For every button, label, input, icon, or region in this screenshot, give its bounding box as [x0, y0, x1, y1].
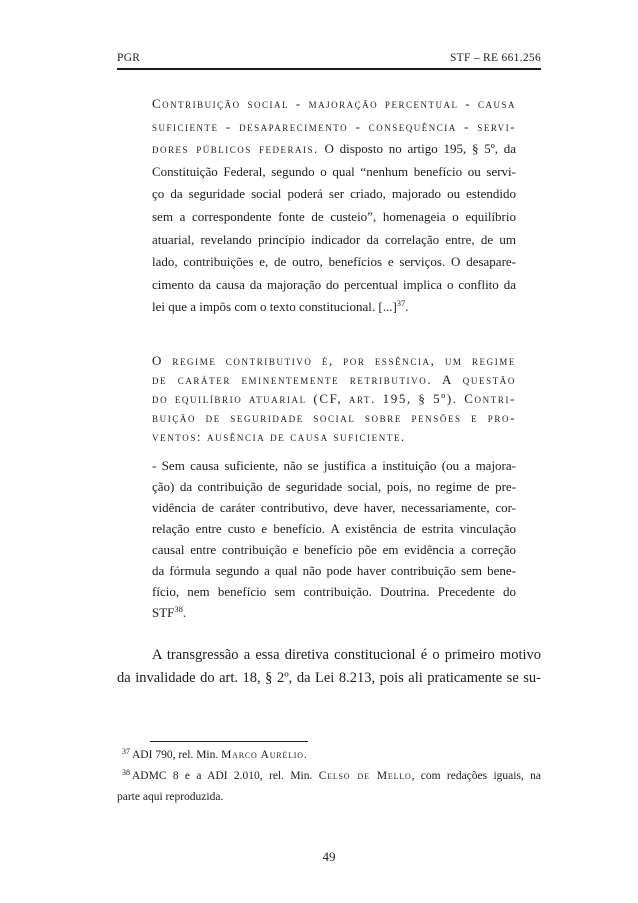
- quote2-heading-line-1: O regime contributivo é, por essência, um regime: [152, 353, 516, 368]
- footnote-reference-38: 38: [174, 604, 183, 614]
- quote1-last-punctuation: .: [405, 299, 409, 315]
- body-line-2: da invalidade do art. 18, § 2º, da Lei 8.213, pois ali praticamente se su-: [117, 670, 541, 686]
- footnote-37: [122, 748, 307, 762]
- quote2-line-8: [152, 605, 516, 621]
- quote2-line-1: - Sem causa suficiente, não se justifica a instituição (ou a majora-: [152, 458, 516, 473]
- body-line-1: A transgressão a essa diretiva constitucional é o primeiro motivo: [152, 647, 541, 663]
- header-left-label: PGR: [117, 52, 141, 64]
- quote2-last-text: STF: [152, 605, 175, 620]
- quote1-heading-line-2: suficiente - desaparecimento - consequência - servi-: [152, 118, 516, 134]
- quote2-line-3: vidência de caráter contributivo, deve haver, necessariamente, cor-: [152, 500, 516, 515]
- quote1-text-start: O disposto no artigo 195, § 5º, da: [324, 141, 517, 157]
- quote2-heading-line-3: do equilíbrio atuarial (CF, art. 195, § 5º). Contri-: [152, 391, 516, 406]
- header-rule: [117, 68, 541, 70]
- footnote-38-end: , com redações iguais, na: [411, 770, 541, 782]
- quote1-heading-line-1: Contribuição social - majoração percentual - causa: [152, 96, 516, 111]
- quote2-last-punctuation: .: [182, 605, 187, 620]
- quote1-line-9: cimento da causa da majoração do percentual implica o conflito da: [152, 276, 516, 292]
- quote1-heading-end: dores públicos federais.: [152, 141, 319, 157]
- footnote-37-end: .: [303, 749, 307, 761]
- footnote-38-number: 38: [122, 768, 130, 777]
- footnote-37-number: 37: [122, 747, 130, 756]
- quote1-line-6: sem a correspondente fonte de custeio”, homenageia o equilíbrio: [152, 209, 516, 224]
- footnote-separator: [150, 741, 308, 742]
- quote1-line-7: atuarial, revelando princípio indicador da correlação entre, de um: [152, 231, 516, 247]
- quote2-heading-line-4: buição de seguridade social sobre pensões e pro-: [152, 410, 516, 425]
- footnote-38-continuation: parte aqui reproduzida.: [117, 791, 224, 803]
- quote2-line-4: relação entre custo e benefício. A existência de estrita vinculação: [152, 521, 516, 536]
- footnote-37-text: ADI 790, rel. Min.: [132, 749, 222, 761]
- quote2-line-2: ção) da contribuição de seguridade social, pois, no regime de pre-: [152, 479, 516, 494]
- quote2-line-5: causal entre contribuição e benefício põe em evidência a correção: [152, 542, 516, 557]
- header-case-label: STF – RE 661.256: [449, 52, 541, 64]
- quote2-line-7: fício, nem benefício sem contribuição. Doutrina. Precedente do: [152, 584, 516, 599]
- quote1-last-text: lei que a impôs com o texto constitucional. [...]: [152, 299, 397, 315]
- quote2-heading-line-5: ventos: ausência de causa suficiente.: [152, 429, 406, 444]
- quote1-line-10: [152, 299, 516, 315]
- quote1-line-4: Constituição Federal, segundo o qual “nenhum benefício ou servi-: [152, 163, 516, 179]
- footnote-37-name: Marco Aurélio: [221, 749, 304, 761]
- quote1-line-8: lado, contribuições e, de outro, benefícios e serviços. O desapare-: [152, 254, 516, 270]
- quote1-line-5: ço da seguridade social poderá ser criado, majorado ou estendido: [152, 186, 516, 202]
- footnote-reference-37: 37: [396, 298, 406, 309]
- footnote-38: [122, 769, 541, 783]
- page-number: 49: [322, 849, 336, 864]
- footnote-38-text: ADMC 8 e a ADI 2.010, rel. Min.: [132, 770, 319, 782]
- quote2-line-6: da fórmula segundo a qual não pode haver contribuição sem bene-: [152, 563, 516, 578]
- quote1-heading-line-3: [152, 141, 516, 157]
- quote2-heading-line-2: de caráter eminentemente retributivo. A questão: [152, 372, 516, 387]
- footnote-38-name: Celso de Mello: [318, 770, 412, 782]
